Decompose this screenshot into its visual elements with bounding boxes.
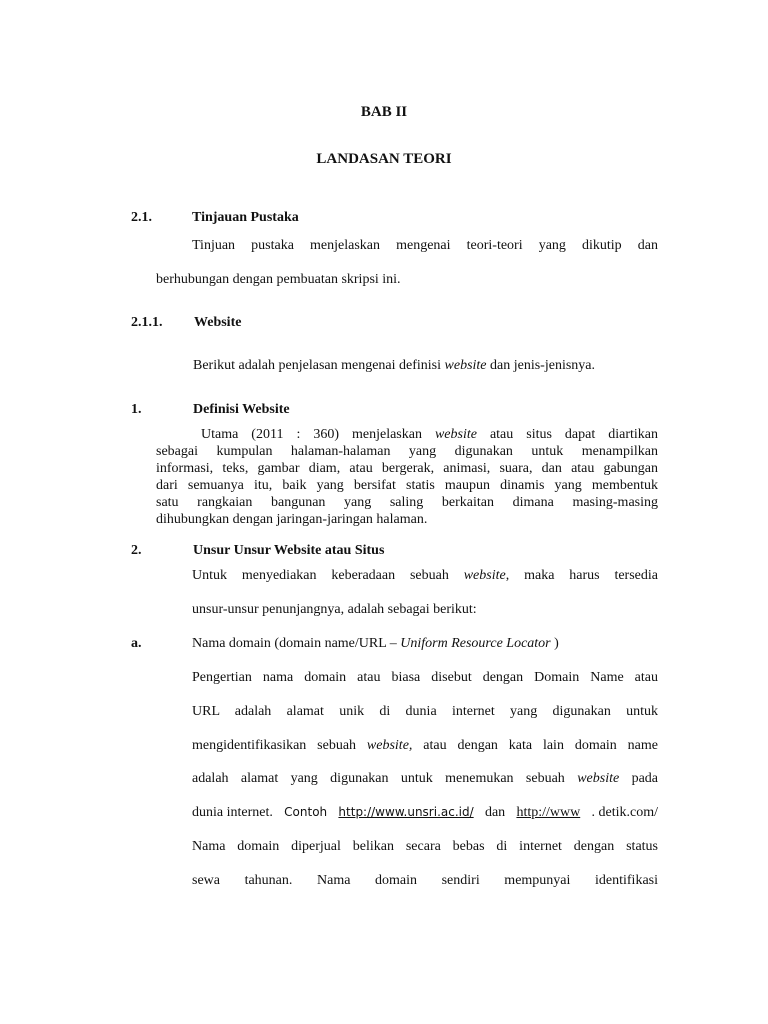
item-number-2: 2. [131,543,142,558]
section-title-tinjauan-pustaka: Tinjauan Pustaka [192,210,299,225]
paragraph-line: Utama (2011 : 360) menjelaskan website atau situs dapat diartikan [201,427,658,442]
chapter-title: LANDASAN TEORI [316,151,452,167]
item-label-nama-domain: Nama domain (domain name/URL – Uniform Resource Locator ) [192,636,559,651]
paragraph-line: sebagai kumpulan halaman-halaman yang digunakan untuk menampilkan [156,444,658,459]
paragraph-line: sewa tahunan. Nama domain sendiri mempunyai identifikasi [192,873,658,888]
example-label: Contoh [284,805,328,819]
paragraph-text: . detik.com/ [591,805,658,820]
paragraph-line: Berikut adalah penjelasan mengenai definisi website dan jenis-jenisnya. [193,358,596,373]
paragraph-line: mengidentifikasikan sebuah website, atau dengan kata lain domain name [192,738,658,753]
section-number-2-1-1: 2.1.1. [131,315,163,330]
section-title-website: Website [194,315,242,330]
paragraph-text: dan [484,805,506,820]
definition-paragraph [156,426,658,528]
paragraph-line: berhubungan dengan pembuatan skripsi ini. [156,272,401,287]
link-unsri[interactable]: http://www.unsri.ac.id/ [338,805,474,819]
paragraph-line: Tinjuan pustaka menjelaskan mengenai teori-teori yang dikutip dan [192,238,658,253]
link-detik[interactable]: http://www [516,805,581,820]
paragraph-line: informasi, teks, gambar diam, atau bergerak, animasi, suara, dan atau gabungan [156,461,658,476]
item-letter-a: a. [131,636,142,651]
item-number-1: 1. [131,402,142,417]
paragraph-line: URL adalah alamat unik di dunia internet yang digunakan untuk [192,704,658,719]
paragraph-line [192,805,658,821]
paragraph-line: Untuk menyediakan keberadaan sebuah website, maka harus tersedia [192,568,658,583]
paragraph-line: dihubungkan dengan jaringan-jaringan halaman. [156,512,428,527]
paragraph-line: satu rangkaian bangunan yang saling berkaitan dimana masing-masing [156,495,658,510]
chapter-heading: BAB II [360,104,408,120]
paragraph-line: dari semuanya itu, baik yang bersifat statis maupun dinamis yang membentuk [156,478,658,493]
paragraph-line: unsur-unsur penunjangnya, adalah sebagai berikut: [192,602,477,617]
section-number-2-1: 2.1. [131,210,152,225]
paragraph-line: Nama domain diperjual belikan secara bebas di internet dengan status [192,839,658,854]
paragraph-text: dunia internet. [192,805,273,820]
paragraph-line: adalah alamat yang digunakan untuk menemukan sebuah website pada [192,771,658,786]
paragraph-line: Pengertian nama domain atau biasa disebut dengan Domain Name atau [192,670,658,685]
item-title-definisi-website: Definisi Website [193,402,290,417]
item-title-unsur-website: Unsur Unsur Website atau Situs [193,543,385,558]
